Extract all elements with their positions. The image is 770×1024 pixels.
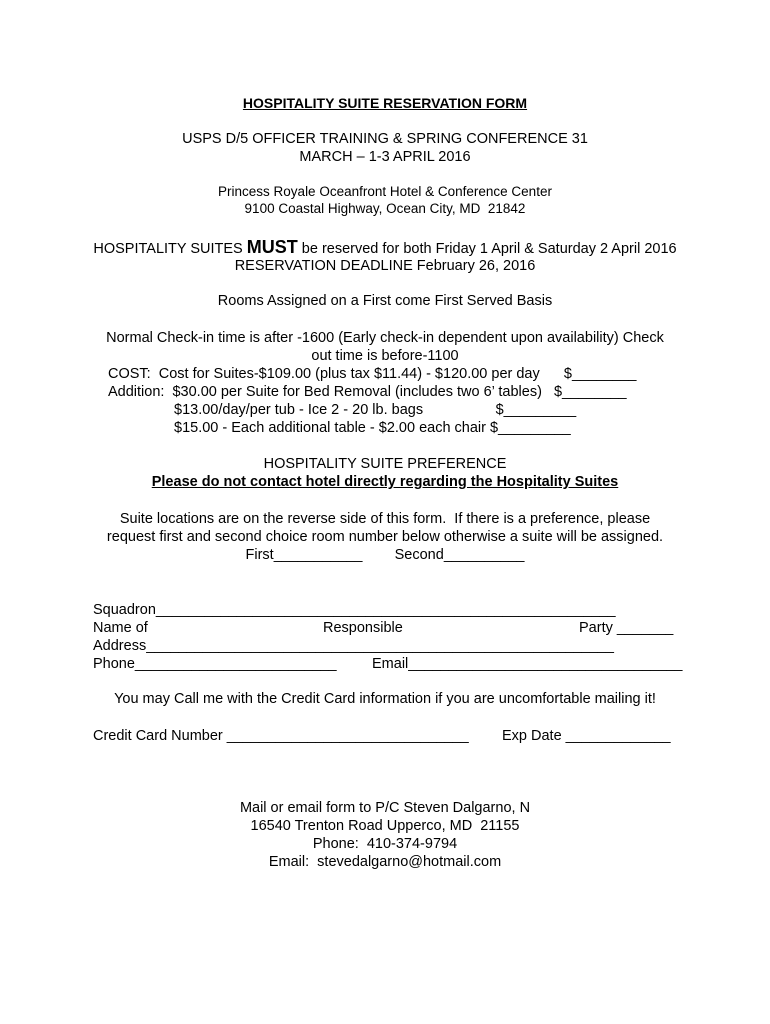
email-field[interactable]: Email__________________________________ xyxy=(372,656,683,672)
exp-date-field[interactable]: Exp Date _____________ xyxy=(502,728,671,744)
cost-table-line: $15.00 - Each additional table - $2.00 each chair $_________ xyxy=(174,420,571,436)
checkin-line-1: Normal Check-in time is after -1600 (Early check-in dependent upon availability) Check xyxy=(106,330,664,346)
must-emphasis: MUST xyxy=(246,237,298,257)
suite-note-2: request first and second choice room number below otherwise a suite will be assigned. xyxy=(106,529,664,545)
must-reserve-notice xyxy=(0,237,770,259)
must-suffix: be reserved for both Friday 1 April & Saturday 2 April 2016 xyxy=(297,241,677,257)
squadron-field[interactable]: Squadron_________________________________________________________ xyxy=(93,602,616,618)
responsible-label: Responsible xyxy=(323,620,403,636)
event-line-1: USPS D/5 OFFICER TRAINING & SPRING CONFERENCE 31 xyxy=(182,131,588,147)
checkin-line-2: out time is before-1100 xyxy=(311,348,459,364)
suite-note-1: Suite locations are on the reverse side of this form. If there is a preference, please xyxy=(119,511,651,527)
name-label: Name of xyxy=(93,620,148,636)
room-choice-fields[interactable]: First___________ Second__________ xyxy=(245,547,525,563)
party-field[interactable]: Party _______ xyxy=(579,620,674,636)
form-title: HOSPITALITY SUITE RESERVATION FORM xyxy=(242,95,528,111)
rooms-assigned-note: Rooms Assigned on a First come First Served Basis xyxy=(217,293,553,309)
address-field[interactable]: Address__________________________________________________________ xyxy=(93,638,614,654)
must-prefix: HOSPITALITY SUITES xyxy=(93,241,247,257)
cost-bed-removal-line: Addition: $30.00 per Suite for Bed Removal (includes two 6’ tables) $________ xyxy=(108,384,627,400)
reservation-deadline: RESERVATION DEADLINE February 26, 2016 xyxy=(234,258,536,274)
mail-phone: Phone: 410-374-9794 xyxy=(312,836,458,852)
venue-address: 9100 Coastal Highway, Ocean City, MD 21842 xyxy=(244,201,526,216)
mail-email: Email: stevedalgarno@hotmail.com xyxy=(268,854,502,870)
mail-line-1: Mail or email form to P/C Steven Dalgarno, N xyxy=(239,800,531,816)
phone-field[interactable]: Phone_________________________ xyxy=(93,656,337,672)
mail-line-2: 16540 Trenton Road Upperco, MD 21155 xyxy=(250,818,520,834)
venue-name: Princess Royale Oceanfront Hotel & Conference Center xyxy=(218,184,552,199)
event-line-2: MARCH – 1-3 APRIL 2016 xyxy=(299,149,471,165)
cost-suites-line: COST: Cost for Suites-$109.00 (plus tax $11.44) - $120.00 per day $________ xyxy=(108,366,637,382)
cost-ice-line: $13.00/day/per tub - Ice 2 - 20 lb. bags $_________ xyxy=(174,402,577,418)
preference-notice: Please do not contact hotel directly regarding the Hospitality Suites xyxy=(151,474,619,490)
call-me-note: You may Call me with the Credit Card information if you are uncomfortable mailing it! xyxy=(114,691,656,707)
preference-heading: HOSPITALITY SUITE PREFERENCE xyxy=(263,456,507,472)
credit-card-field[interactable]: Credit Card Number ______________________________ xyxy=(93,728,469,744)
